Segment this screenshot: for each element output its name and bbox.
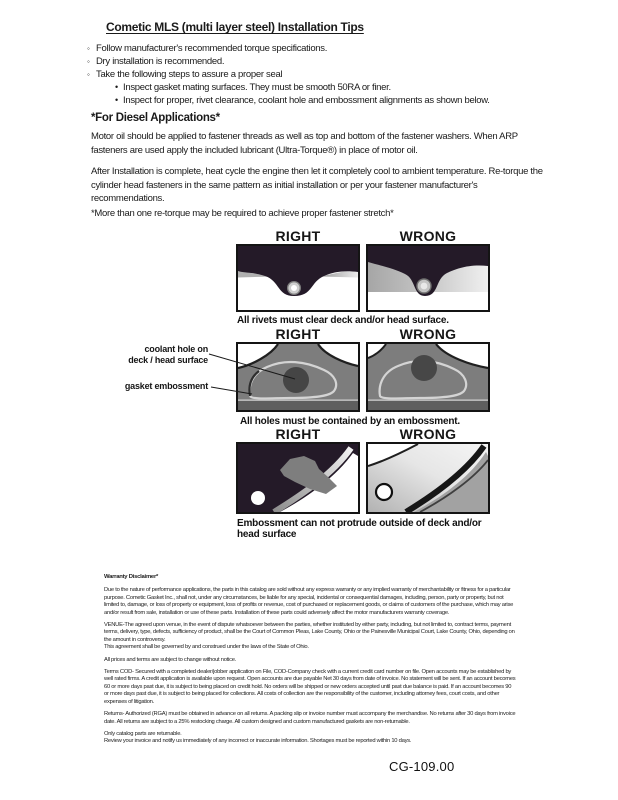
diesel-heading: *For Diesel Applications* — [91, 112, 220, 124]
rivet-right-art — [238, 246, 358, 310]
rivet-center — [291, 285, 297, 291]
warranty-paragraph: Terms COD- Secured with a completed dealer/jobber application on File, COD-Company check with a current credit card number on file. Open accounts may be established by well rated firms. A credit application is available upon request. Open accounts are due payable Net 30 days from date of invoice. No statement will be sent. If an account becomes 60 or more days past due, it is subject to being placed on credit hold. No orders will be shipped or new orders accepted until past due balance is paid. If an account becomes 90 or more days past due, it is subject to being placed for collections. All costs of collection are the responsibility of the customer, including attorney fees, court costs, and other expenses of litigation. — [104, 669, 516, 705]
warranty-paragraph: Due to the nature of performance applications, the parts in this catalog are sold without any express warranty or any implied warranty of merchantability or fitness for a particular purpose. Cometic Gasket Inc., shall not, under any circumstances, be liable for any special, incidental or consequential damages, including, person, party or property, but not limited to, damage, or loss of property or equipment, loss of profits or revenue, cost of purchased or replacement goods, or claims of customers of the purchase, which may arise and/or result from sale, installation or use of these parts. Installation of these parts could adversely affect the motor manufacturers warranty coverage. — [104, 587, 514, 616]
callout-line2: deck / head surface — [128, 354, 208, 365]
diagram-caption: Embossment can not protrude outside of deck and/or head surface — [237, 518, 482, 540]
diagram-caption: All rivets must clear deck and/or head surface. — [237, 315, 449, 326]
right-label: RIGHT — [275, 228, 321, 244]
diesel-paragraph-1: Motor oil should be applied to fastener threads as well as top and bottom of the fastener washers. When ARP fasteners are used apply the included lubricant (Ultra-Torque®) in place of motor oil. — [91, 131, 518, 156]
open-bullet-icon: ◦ — [87, 57, 90, 66]
warranty-heading: Warranty Disclaimer* — [104, 574, 159, 580]
coolant-hole-wrong-diagram — [366, 342, 490, 412]
bottom-edge-band — [238, 401, 358, 410]
bolt-hole — [251, 491, 265, 505]
warranty-paragraph: Review your invoice and notify us immediately of any incorrect or inaccurate information. Shortages must be reported within 10 days. — [104, 738, 412, 745]
tip-text: Take the following steps to assure a proper seal — [96, 69, 283, 80]
rivet-center — [421, 283, 428, 290]
coolant-hole-misaligned — [411, 355, 437, 381]
gasket-embossment-callout-label: gasket embossment — [124, 381, 208, 391]
warranty-paragraph: VENUE-The agreed upon venue, in the event of dispute whatsoever between the parties, whether instituted by either party, including, but not limited to, contract terms, payment terms, delivery, type, defects, sufficiency of product, shall be the Court of Common Pleas, Lake County, Ohio or the Painesville Municipal Court, Lake County, Ohio, depending on the amount in controversy. — [104, 622, 515, 643]
embossment-right-diagram — [236, 442, 360, 514]
wrong-label: WRONG — [399, 228, 457, 244]
coolant-hole — [283, 367, 309, 393]
tip-text: Dry installation is recommended. — [96, 56, 225, 67]
installation-tips-list — [87, 42, 607, 107]
page-code: CG-109.00 — [389, 759, 455, 774]
page-title: Cometic MLS (multi layer steel) Installation Tips — [106, 20, 364, 34]
right-label: RIGHT — [275, 426, 321, 442]
coolant-wrong-art — [368, 344, 488, 410]
bottom-highlight-line — [368, 399, 488, 401]
warranty-paragraph: This agreement shall be governed by and construed under the laws of the State of Ohio. — [104, 644, 309, 651]
warranty-paragraph: Returns- Authorized (RGA) must be obtained in advance on all returns. A packing slip or invoice number must accompany the merchandise. No returns after 30 days from invoice date. All returns are subject to a 25% restocking charge. All custom designed and custom manufactured gaskets are non-returnable. — [104, 711, 516, 725]
bottom-highlight-line — [238, 399, 358, 401]
wrong-label: WRONG — [399, 426, 457, 442]
warranty-paragraph: All prices and terms are subject to change without notice. — [104, 656, 237, 663]
tip-text: Inspect for proper, rivet clearance, coolant hole and embossment alignments as shown below. — [123, 95, 490, 106]
tip-text: Inspect gasket mating surfaces. They must be smooth 50RA or finer. — [123, 82, 391, 93]
retorque-note: *More than one re-torque may be required to achieve proper fastener stretch* — [91, 208, 394, 219]
right-label: RIGHT — [275, 326, 321, 342]
open-bullet-icon: ◦ — [87, 70, 90, 79]
warranty-paragraph: Only catalog parts are returnable. — [104, 730, 182, 737]
rivet-wrong-art — [368, 246, 488, 310]
filled-bullet-icon: • — [115, 95, 118, 105]
coolant-hole-callout-label — [98, 344, 208, 365]
wrong-label: WRONG — [399, 326, 457, 342]
bottom-edge-band — [368, 401, 488, 410]
bolt-hole — [376, 484, 392, 500]
embossment-wrong-art — [368, 444, 488, 512]
diesel-paragraph-2: After Installation is complete, heat cycle the engine then let it completely cool to ambient temperature. Re-torque the cylinder head fasteners in the same pattern as initial installation or per your fastener manufacturer's recommendations. — [91, 166, 543, 204]
coolant-right-art — [238, 344, 358, 410]
warranty-disclaimer-section — [104, 574, 516, 751]
diagram-caption: All holes must be contained by an embossment. — [240, 416, 460, 427]
list-item — [87, 42, 607, 55]
embossment-right-art — [238, 444, 358, 512]
rivet-clearance-wrong-diagram — [366, 244, 490, 312]
callout-line1: coolant hole on — [144, 344, 208, 354]
list-item — [87, 94, 607, 107]
rivet-clearance-right-diagram — [236, 244, 360, 312]
coolant-hole-right-diagram — [236, 342, 360, 412]
tip-text: Follow manufacturer's recommended torque specifications. — [96, 43, 328, 54]
list-item — [87, 81, 607, 94]
open-bullet-icon: ◦ — [87, 44, 90, 53]
list-item — [87, 68, 607, 81]
embossment-wrong-diagram — [366, 442, 490, 514]
filled-bullet-icon: • — [115, 82, 118, 92]
list-item — [87, 55, 607, 68]
